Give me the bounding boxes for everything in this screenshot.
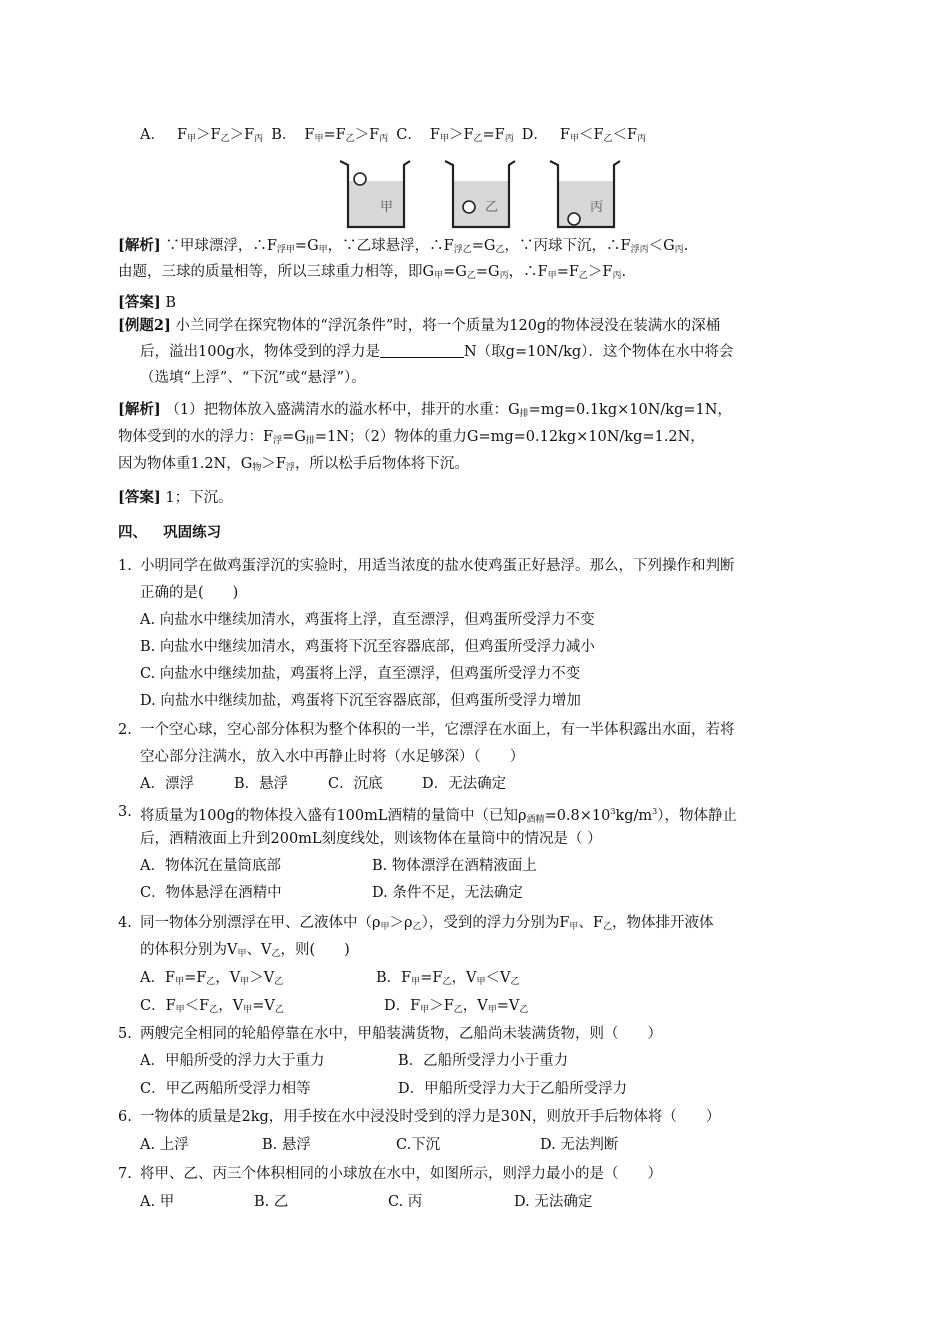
- section-number: 四、: [118, 524, 147, 541]
- q2-option-a[interactable]: A．漂浮: [140, 776, 194, 792]
- example2-analysis-1: （1）把物体放入盛满清水的溢水杯中，排开的水重：$G_排=mg=0.1kg\times 10N/kg=1N$，: [165, 402, 732, 419]
- q7-option-c[interactable]: C. 丙: [388, 1194, 423, 1210]
- analysis-tag: [解析]: [118, 237, 161, 254]
- q4-option-b[interactable]: B．$F_甲=F_乙$，$V_甲<V_乙$: [376, 970, 520, 987]
- q3-option-c[interactable]: C．物体悬浮在酒精中: [140, 885, 282, 901]
- example2-answer: 1；下沉。: [165, 490, 233, 506]
- option-a-label: A．: [140, 127, 165, 143]
- example2-line-2: [140, 342, 733, 362]
- q4-option-a[interactable]: A．$F_甲=F_乙$，$V_甲>V_乙$: [140, 970, 284, 987]
- q3-option-a[interactable]: A．物体沉在量筒底部: [140, 858, 281, 874]
- q5-option-b[interactable]: B．乙船所受浮力小于重力: [398, 1053, 569, 1069]
- option-c: $F_甲>F_乙=F_丙$: [429, 127, 514, 144]
- q7-option-d[interactable]: D. 无法确定: [514, 1194, 593, 1210]
- option-d: $F_甲<F_乙<F_丙$: [559, 127, 647, 144]
- prev-analysis-line-1: [118, 236, 688, 260]
- example2-analysis-line-1: [118, 400, 732, 424]
- q3-stem-1: 将质量为100g的物体投入盛有100mL酒精的量筒中（已知$\rho_{酒精}=0.8\times 10^3kg/m^3$），物体静止: [140, 807, 738, 825]
- q6-option-c[interactable]: C.下沉: [396, 1137, 441, 1153]
- option-b: $F_甲=F_乙>F_丙$: [304, 127, 389, 144]
- example2-text-3: （选填“上浮”、“下沉”或“悬浮”）。: [140, 370, 366, 386]
- q1-stem-2: 正确的是( ): [140, 585, 239, 601]
- example2-answer-line: [118, 488, 233, 508]
- q2-stem-1: 一个空心球，空心部分体积为整个体积的一半，它漂浮在水面上，有一半体积露出水面，若将: [140, 722, 735, 738]
- option-d-label: D．: [521, 127, 548, 143]
- q2-stem-2: 空心部分注满水，放入水中再静止时将（水足够深）（ ）: [140, 749, 525, 765]
- q2-option-d[interactable]: D．无法确定: [422, 776, 507, 792]
- q7-option-b[interactable]: B. 乙: [254, 1194, 289, 1210]
- q5-option-d[interactable]: D．甲船所受浮力大于乙船所受浮力: [398, 1081, 628, 1097]
- q4-stem-2: 的体积分别为$V_甲$、$V_乙$，则( ): [140, 942, 350, 959]
- q3-stem-2: 后，酒精液面上升到200mL刻度线处，则该物体在量筒中的情况是（ ）: [140, 831, 602, 847]
- answer-tag: [答案]: [118, 294, 161, 311]
- q4-stem-1: 同一物体分别漂浮在甲、乙液体中$(\rho_甲>\rho_乙)$，受到的浮力分别为$F_甲$、$F_乙$，物体排开液体: [140, 915, 714, 932]
- q6-option-a[interactable]: A. 上浮: [140, 1137, 189, 1153]
- fill-blank[interactable]: [380, 343, 464, 358]
- prev-answer: B: [165, 295, 176, 311]
- beaker-label-jia: 甲: [380, 200, 394, 215]
- example2-text-2b: N（取g=10N/kg）．这个物体在水中将会: [463, 344, 734, 360]
- q5-option-c[interactable]: C．甲乙两船所受浮力相等: [140, 1081, 311, 1097]
- q2-num: 2.: [118, 722, 132, 738]
- prev-options-line: [140, 125, 646, 149]
- q5-num: 5.: [118, 1026, 132, 1042]
- beaker-jia: [340, 161, 410, 227]
- q6-option-b[interactable]: B. 悬浮: [262, 1137, 311, 1153]
- q5-stem-1: 两艘完全相同的轮船停靠在水中，甲船装满货物，乙船尚未装满货物，则（ ）: [140, 1026, 662, 1042]
- q6-option-d[interactable]: D. 无法判断: [540, 1137, 619, 1153]
- beaker-yi: [445, 161, 515, 227]
- ball-floating: [354, 173, 366, 185]
- q6-num: 6.: [118, 1109, 132, 1125]
- q2-option-b[interactable]: B．悬浮: [234, 776, 289, 792]
- option-b-label: B．: [271, 127, 297, 143]
- q7-stem-1: 将甲、乙、丙三个体积相同的小球放在水中，如图所示，则浮力最小的是（ ）: [140, 1166, 662, 1182]
- example2-text-1: 小兰同学在探究物体的“浮沉条件”时，将一个质量为120g的物体浸没在装满水的深桶: [175, 318, 721, 334]
- q2-option-c[interactable]: C．沉底: [328, 776, 383, 792]
- q3-num: 3.: [118, 804, 132, 820]
- q6-stem-1: 一物体的质量是2kg，用手按在水中浸没时受到的浮力是30N，则放开手后物体将（ ）: [140, 1109, 721, 1125]
- option-c-label: C．: [396, 127, 422, 143]
- q3-option-d[interactable]: D. 条件不足，无法确定: [372, 885, 523, 901]
- q1-option-d[interactable]: D. 向盐水中继续加盐，鸡蛋将下沉至容器底部，但鸡蛋所受浮力增加: [140, 693, 581, 709]
- beaker-label-bing: 丙: [590, 200, 604, 215]
- option-a: $F_甲>F_乙>F_丙$: [176, 127, 264, 144]
- prev-analysis-2: 由题，三球的质量相等，所以三球重力相等，即$G_甲=G_乙=G_丙$，$\therefore F_甲=F_乙>F_丙$.: [118, 264, 627, 281]
- q4-option-d[interactable]: D．$F_甲>F_乙$，$V_甲=V_乙$: [384, 998, 529, 1015]
- beaker-bing: [550, 161, 620, 227]
- q5-option-a[interactable]: A．甲船所受的浮力大于重力: [140, 1053, 325, 1069]
- example2-analysis-2: 物体受到的水的浮力：$F_浮=G_排=1N$；（2）物体的重力G=mg=0.12kg×10N/kg=1.2N，: [118, 429, 705, 446]
- section-heading: [118, 523, 221, 543]
- q7-option-a[interactable]: A. 甲: [140, 1194, 175, 1210]
- q1-option-a[interactable]: A. 向盐水中继续加清水，鸡蛋将上浮，直至漂浮，但鸡蛋所受浮力不变: [140, 612, 595, 628]
- ball-sunk: [568, 213, 580, 225]
- example2-text-2a: 后，溢出100g水，物体受到的浮力是: [140, 344, 380, 360]
- prev-answer-line: [118, 293, 176, 313]
- example2-analysis-tag: [解析]: [118, 401, 161, 418]
- q1-option-b[interactable]: B. 向盐水中继续加清水，鸡蛋将下沉至容器底部，但鸡蛋所受浮力减小: [140, 639, 595, 655]
- example2-line-1: [118, 316, 720, 336]
- example2-tag: [例题2]: [118, 317, 171, 334]
- beaker-label-yi: 乙: [485, 200, 499, 215]
- q1-option-c[interactable]: C. 向盐水中继续加盐，鸡蛋将上浮，直至漂浮，但鸡蛋所受浮力不变: [140, 666, 581, 682]
- ball-suspended: [463, 201, 475, 213]
- beakers-figure: [330, 155, 630, 235]
- example2-analysis-3: 因为物体重1.2N，$G_物>F_浮$，所以松手后物体将下沉。: [118, 456, 469, 473]
- q1-stem-1: 小明同学在做鸡蛋浮沉的实验时，用适当浓度的盐水使鸡蛋正好悬浮。那么，下列操作和判断: [140, 558, 735, 574]
- prev-analysis-1: ∵甲球漂浮，$\therefore F_{浮甲}=G_甲$，∵乙球悬浮，$\therefore F_{浮乙}=G_乙$，∵丙球下沉，$\therefore F_{浮丙}<G_丙$.: [165, 238, 689, 255]
- q3-option-b[interactable]: B. 物体漂浮在酒精液面上: [372, 858, 537, 874]
- example2-answer-tag: [答案]: [118, 489, 161, 506]
- section-title: 巩固练习: [163, 524, 222, 541]
- q4-option-c[interactable]: C．$F_甲<F_乙$，$V_甲=V_乙$: [140, 998, 284, 1015]
- q4-num: 4.: [118, 915, 132, 931]
- q1-num: 1.: [118, 558, 132, 574]
- q7-num: 7.: [118, 1166, 132, 1182]
